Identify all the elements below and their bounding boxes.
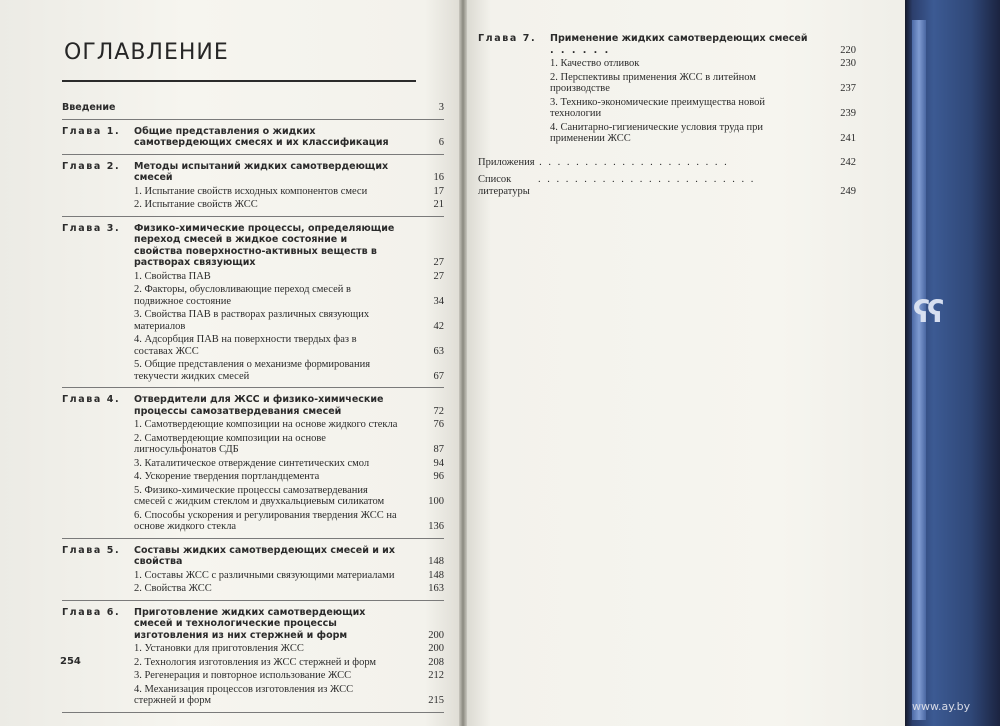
toc-section-title: 2. Перспективы применения ЖСС в литейном производстве [550,71,756,94]
toc-section-page: 136 [428,521,444,532]
toc-section-item [62,670,444,682]
toc-section-page: 215 [428,695,444,706]
toc-section-page: 67 [433,370,444,382]
toc-section-item [62,359,444,382]
toc-chapter-title: Методы испытаний жидких самотвердеющих смесей [134,160,389,183]
toc-section-page: 27 [433,270,444,282]
book-gutter [459,0,467,726]
toc-section-item [62,583,444,595]
toc-appendix-title: Приложения [478,156,535,168]
toc-section-page: 239 [840,108,856,119]
toc-section-item [62,471,444,483]
toc-chapter-page: 200 [428,629,444,641]
cover-emblem-icon: ʕʕ [913,295,942,330]
toc-appendix: Приложения . . . . . . . . . . . . . . . . . . . . . 242 [478,156,856,168]
toc-section-page: 212 [428,670,444,681]
toc-section-item [62,186,444,198]
toc-section-item [62,199,444,211]
toc-section-page: 94 [433,457,444,469]
toc-intro-page: 3 [438,102,444,113]
toc-section-title: 3. Свойства ПАВ в растворах различных связующих материалов [134,309,370,332]
toc-section-title: 6. Способы ускорения и регулирования твердения ЖСС на основе жидкого стекла [134,509,397,532]
toc-section-title: 1. Самотвердеющие композиции на основе жидкого стекла [134,419,398,430]
toc-chapter-block [62,545,444,601]
page-number: 254 [60,656,81,667]
toc-section-title: 2. Факторы, обусловливающие переход смесей в подвижное состояние [134,284,351,307]
toc-section-item [62,271,444,283]
toc-section-title: 4. Санитарно-гигиенические условия труда при применении ЖСС [550,121,763,144]
toc-references-title: Список литературы [478,174,530,197]
toc-chapter-label: Глава 3. [62,222,121,234]
toc-right-items [478,58,856,145]
toc-section-item [62,684,444,707]
toc-section-title: 4. Механизация процессов изготовления из ЖСС стержней и форм [134,683,354,706]
toc-appendix-page: 242 [840,156,856,168]
toc-section-item [62,419,444,431]
toc-chapter-label: Глава 7. [478,33,537,44]
toc-chapter [62,126,444,149]
toc-chapter-title: Составы жидких самотвердеющих смесей и их свойства [134,544,395,567]
toc-section-item [62,334,444,357]
toc-section-page: 208 [428,656,444,668]
toc-right-column [478,33,856,197]
toc-section-item [478,97,856,120]
toc-section-title: 1. Составы ЖСС с различными связующими материалами [134,569,395,581]
toc-section-page: 87 [433,444,444,455]
toc-section-page: 76 [433,419,444,430]
toc-section-title: 5. Физико-химические процессы самозатвердевания смесей с жидким стеклом и двухкальциевым силикатом [134,484,385,507]
toc-section-item [62,284,444,307]
toc-section-page: 17 [433,185,444,197]
toc-section-item [62,485,444,508]
toc-section-title: 2. Самотвердеющие композиции на основе лигносульфонатов СДБ [134,432,326,455]
toc-chapter: Глава 7. Применение жидких самотвердеющих смесей . . . . . . 220 [478,33,856,56]
toc-chapter-page: 220 [840,44,856,56]
toc-section-page: 63 [433,345,444,357]
toc-chapter-block [62,223,444,389]
toc-section-item [62,657,444,669]
toc-intro-title: Введение [62,102,116,113]
toc-section-page: 42 [433,320,444,332]
toc-section-page: 100 [428,496,444,507]
toc-references-page: 249 [840,185,856,197]
toc-section-title: 4. Ускорение твердения портландцемента [134,471,320,482]
toc-chapter-page: 6 [438,137,444,148]
toc-section-item [478,122,856,145]
toc-chapter-title: Общие представления о жидких самотвердеющих смесях и их классификация [134,125,389,148]
toc-section-title: 2. Технология изготовления из ЖСС стержней и форм [134,656,377,668]
toc-chapter [62,223,444,269]
toc-section-page: 148 [428,569,444,581]
toc-chapter-title: Применение жидких самотвердеющих смесей [550,33,808,44]
toc-chapter-page: 148 [428,556,444,567]
toc-chapter-label: Глава 5. [62,544,121,556]
toc-section-title: 5. Общие представления о механизме формирования текучести жидких смесей [134,359,371,382]
toc-chapter-block [62,394,444,539]
toc-section-item [62,433,444,456]
toc-chapter-label: Глава 4. [62,394,121,405]
toc-references: Список литературы . . . . . . . . . . . . . . . . . . . . . . . . 249 [478,174,856,197]
toc-section-title: 1. Испытание свойств исходных компонентов смеси [134,185,368,197]
toc-chapter-page: 72 [433,405,444,417]
toc-section-page: 34 [433,295,444,307]
toc-chapter-page: 16 [433,172,444,183]
toc-section-page: 96 [433,471,444,482]
toc-section-title: 3. Каталитическое отверждение синтетических смол [134,457,370,469]
title-rule [62,80,416,82]
toc-intro [62,102,444,120]
toc-chapter-block [62,607,444,713]
toc-section-item [62,309,444,332]
toc-section-title: 1. Качество отливок [550,58,640,69]
toc-section-title: 4. Адсорбция ПАВ на поверхности твердых фаз в составах ЖСС [134,334,357,357]
toc-chapter-page: 27 [433,257,444,268]
page-title: ОГЛАВЛЕНИЕ [64,40,229,65]
toc-section-item [62,570,444,582]
toc-chapter-label: Глава 2. [62,160,121,172]
toc-section-item [62,510,444,533]
toc-section-title: 3. Регенерация и повторное использование ЖСС [134,670,352,681]
toc-section-page: 241 [840,133,856,144]
toc-section-item [62,643,444,655]
toc-section-page: 200 [428,643,444,654]
toc-section-title: 1. Свойства ПАВ [134,270,211,282]
toc-section-item [62,458,444,470]
toc-chapter-title: Приготовление жидких самотвердеющих смесей и технологические процессы изготовления из них стержней и форм [134,606,366,641]
toc-section-title: 3. Технико-экономические преимущества новой технологии [550,96,765,119]
toc-section-page: 21 [433,199,444,210]
toc-section-page: 163 [428,583,444,594]
toc-section-page: 230 [840,58,856,69]
toc-section-item [478,72,856,95]
toc-chapter-block [62,126,444,155]
toc-chapter [62,545,444,568]
watermark: www.ay.by [912,700,971,713]
toc-chapter [62,161,444,184]
toc-chapter [62,607,444,642]
cover-spine-strip [912,20,926,720]
toc-chapter-label: Глава 6. [62,606,121,618]
toc-chapter-label: Глава 1. [62,125,121,137]
toc-left-column [62,102,444,719]
toc-section-page: 237 [840,83,856,94]
toc-section-item [478,58,856,70]
toc-section-title: 2. Испытание свойств ЖСС [134,199,258,210]
toc-section-title: 2. Свойства ЖСС [134,583,212,594]
toc-chapter [62,394,444,417]
toc-chapter-title: Физико-химические процессы, определяющие переход смесей в жидкое состояние и свойства поверхностно-активных веществ в растворах связующих [134,222,395,268]
toc-chapter-block [62,161,444,217]
toc-section-title: 1. Установки для приготовления ЖСС [134,643,304,654]
toc-chapter-title: Отвердители для ЖСС и физико-химические процессы самозатвердевания смесей [134,394,384,417]
